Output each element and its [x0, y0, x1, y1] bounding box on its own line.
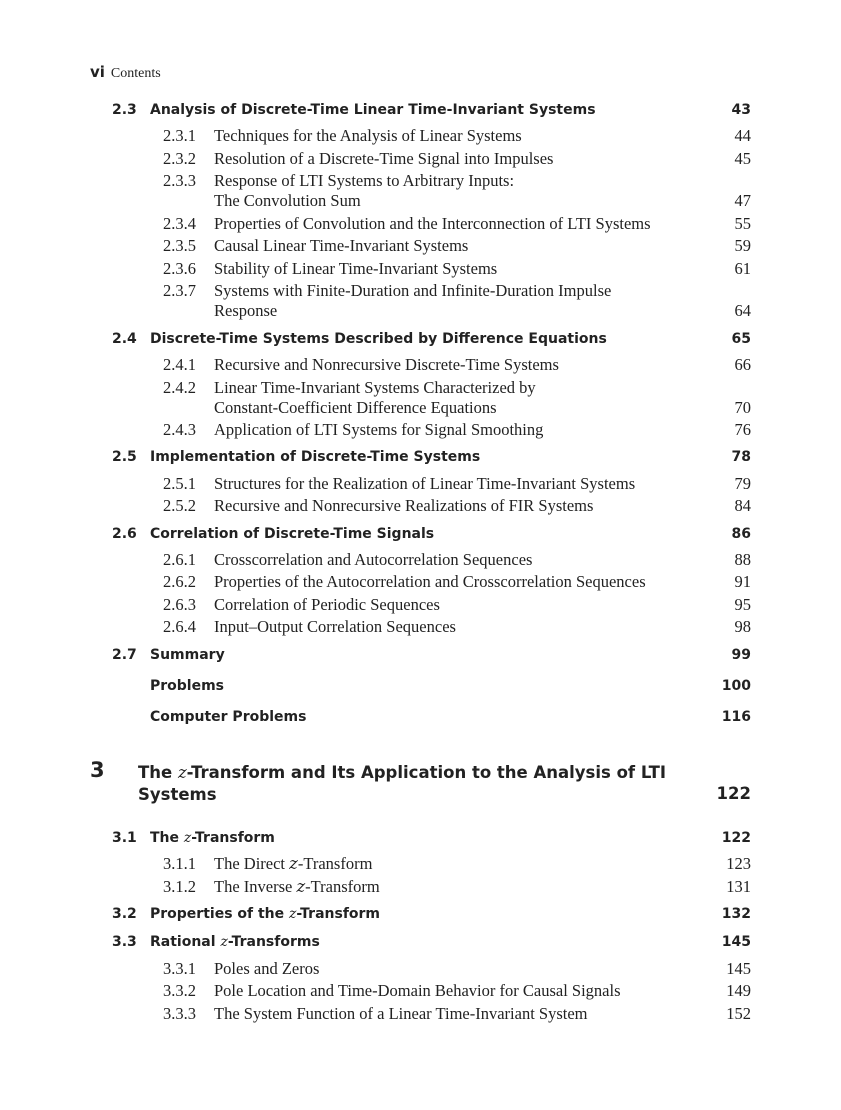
subsection-title: Stability of Linear Time-Invariant Systems [214, 259, 498, 278]
subsection-number: 3.3.2 [163, 981, 196, 1000]
subsection-page: 47 [734, 191, 751, 210]
subsection-title [214, 281, 704, 321]
subsection-title [214, 171, 704, 211]
section-title: The z-Transform [150, 830, 275, 846]
subsection-page: 79 [734, 474, 751, 493]
chapter-page: 122 [716, 784, 751, 803]
subsection-number: 3.1.1 [163, 854, 196, 873]
toc-section-2-3[interactable] [112, 102, 751, 122]
section-title: Discrete-Time Systems Described by Difference Equations [150, 331, 607, 347]
toc-subsection-3-1-2[interactable] [163, 877, 751, 897]
subsection-page: 55 [734, 214, 751, 233]
z-variable: z [296, 877, 306, 896]
subsection-number: 2.4.1 [163, 355, 196, 374]
toc-section-2-6[interactable] [112, 526, 751, 546]
subsection-title: The Inverse z-Transform [214, 877, 380, 896]
subsection-number: 2.6.1 [163, 550, 196, 569]
subsection-title: Recursive and Nonrecursive Discrete-Time Systems [214, 355, 559, 374]
subsection-number: 2.3.3 [163, 171, 196, 190]
section-page: 122 [721, 830, 751, 846]
subsection-title: Recursive and Nonrecursive Realizations of FIR Systems [214, 496, 594, 515]
subsection-number: 2.6.2 [163, 572, 196, 591]
toc-computer-problems[interactable] [112, 709, 751, 729]
subsection-title: Correlation of Periodic Sequences [214, 595, 440, 614]
subsection-title-line2: Constant-Coefficient Difference Equations [214, 398, 497, 417]
toc-section-3-1[interactable] [112, 830, 751, 850]
subsection-page: 95 [734, 595, 751, 614]
toc-subsection-3-3-1[interactable] [163, 959, 751, 979]
subsection-number: 3.1.2 [163, 877, 196, 896]
subsection-page: 44 [734, 126, 751, 145]
subsection-page: 149 [726, 981, 751, 1000]
toc-subsection-2-3-6[interactable] [163, 259, 751, 279]
subsection-number: 2.5.1 [163, 474, 196, 493]
toc-subsection-2-3-3[interactable] [163, 171, 751, 211]
subsection-page: 131 [726, 877, 751, 896]
subsection-number: 2.6.4 [163, 617, 196, 636]
subsection-title: The System Function of a Linear Time-Invariant System [214, 1004, 588, 1023]
z-variable: z [220, 934, 228, 950]
toc-subsection-3-3-2[interactable] [163, 981, 751, 1001]
subsection-page: 91 [734, 572, 751, 591]
subsection-page: 152 [726, 1004, 751, 1023]
subsection-number: 2.3.5 [163, 236, 196, 255]
subsection-title: The Direct z-Transform [214, 854, 373, 873]
section-number: 2.3 [112, 102, 137, 118]
section-title: Problems [150, 678, 225, 694]
toc-chapter-3[interactable] [90, 760, 751, 810]
section-title: Properties of the z-Transform [150, 906, 381, 922]
section-page: 65 [731, 331, 751, 347]
subsection-title-line2: The Convolution Sum [214, 191, 361, 210]
toc-section-3-3[interactable] [112, 934, 751, 954]
subsection-number: 2.3.7 [163, 281, 196, 300]
subsection-page: 45 [734, 149, 751, 168]
section-number: 3.3 [112, 934, 137, 950]
toc-subsection-2-6-4[interactable] [163, 617, 751, 637]
subsection-title: Causal Linear Time-Invariant Systems [214, 236, 469, 255]
section-number: 2.5 [112, 449, 137, 465]
subsection-page: 88 [734, 550, 751, 569]
subsection-title-line1: Linear Time-Invariant Systems Characterized by [214, 378, 536, 397]
toc-subsection-3-3-3[interactable] [163, 1004, 751, 1024]
chapter-title: The z-Transform and Its Application to the Analysis of LTI Systems [138, 763, 667, 804]
z-variable: z [289, 906, 297, 922]
section-title: Implementation of Discrete-Time Systems [150, 449, 481, 465]
subsection-number: 2.3.4 [163, 214, 196, 233]
subsection-title: Poles and Zeros [214, 959, 320, 978]
subsection-page: 98 [734, 617, 751, 636]
subsection-number: 2.6.3 [163, 595, 196, 614]
subsection-title: Properties of Convolution and the Interconnection of LTI Systems [214, 214, 651, 233]
subsection-title-line1: Response of LTI Systems to Arbitrary Inputs: [214, 171, 515, 190]
toc-subsection-2-5-1[interactable] [163, 474, 751, 494]
toc-subsection-2-4-1[interactable] [163, 355, 751, 375]
z-variable: z [177, 763, 187, 782]
subsection-title: Crosscorrelation and Autocorrelation Sequences [214, 550, 533, 569]
subsection-page: 84 [734, 496, 751, 515]
section-number: 2.6 [112, 526, 137, 542]
running-head [90, 62, 161, 82]
section-title: Computer Problems [150, 709, 307, 725]
subsection-number: 2.3.6 [163, 259, 196, 278]
toc-subsection-2-5-2[interactable] [163, 496, 751, 516]
section-title: Correlation of Discrete-Time Signals [150, 526, 435, 542]
subsection-number: 2.3.2 [163, 149, 196, 168]
toc-subsection-2-3-2[interactable] [163, 149, 751, 169]
toc-section-2-7[interactable] [112, 647, 751, 667]
z-variable: z [183, 830, 192, 846]
subsection-title: Techniques for the Analysis of Linear Systems [214, 126, 522, 145]
subsection-title-line2: Response [214, 301, 278, 320]
toc-subsection-2-6-3[interactable] [163, 595, 751, 615]
subsection-number: 2.5.2 [163, 496, 196, 515]
section-title: Analysis of Discrete-Time Linear Time-Invariant Systems [150, 102, 596, 118]
toc-subsection-2-3-4[interactable] [163, 214, 751, 234]
page-number: vi [90, 63, 105, 81]
subsection-title: Application of LTI Systems for Signal Smoothing [214, 420, 544, 439]
subsection-title [214, 378, 704, 418]
section-number: 2.4 [112, 331, 137, 347]
subsection-page: 76 [734, 420, 751, 439]
toc-section-2-5[interactable] [112, 449, 751, 469]
toc-subsection-2-4-2[interactable] [163, 378, 751, 418]
subsection-title: Resolution of a Discrete-Time Signal into Impulses [214, 149, 554, 168]
toc-subsection-2-3-5[interactable] [163, 236, 751, 256]
running-head-label: Contents [110, 66, 161, 81]
section-page: 43 [731, 102, 751, 118]
subsection-page: 145 [726, 959, 751, 978]
section-page: 132 [721, 906, 751, 922]
section-page: 86 [731, 526, 751, 542]
subsection-page: 64 [734, 301, 751, 320]
section-page: 78 [731, 449, 751, 465]
subsection-page: 61 [734, 259, 751, 278]
toc-subsection-3-1-1[interactable] [163, 854, 751, 874]
toc-subsection-2-3-1[interactable] [163, 126, 751, 146]
toc-subsection-2-3-7[interactable] [163, 281, 751, 321]
section-page: 99 [731, 647, 751, 663]
toc-problems[interactable] [112, 678, 751, 698]
subsection-number: 3.3.3 [163, 1004, 196, 1023]
section-page: 100 [721, 678, 751, 694]
subsection-title-line1: Systems with Finite-Duration and Infinite-Duration Impulse [214, 281, 612, 300]
toc-subsection-2-4-3[interactable] [163, 420, 751, 440]
subsection-title: Input–Output Correlation Sequences [214, 617, 456, 636]
toc-subsection-2-6-2[interactable] [163, 572, 751, 592]
subsection-page: 70 [734, 398, 751, 417]
subsection-page: 59 [734, 236, 751, 255]
subsection-title: Properties of the Autocorrelation and Crosscorrelation Sequences [214, 572, 646, 591]
section-page: 116 [721, 709, 751, 725]
toc-subsection-2-6-1[interactable] [163, 550, 751, 570]
subsection-number: 2.4.2 [163, 378, 196, 397]
chapter-title-line2: Systems [138, 785, 217, 804]
chapter-number: 3 [90, 758, 105, 782]
subsection-title: Pole Location and Time-Domain Behavior for Causal Signals [214, 981, 621, 1000]
section-page: 145 [721, 934, 751, 950]
subsection-number: 3.3.1 [163, 959, 196, 978]
z-variable: z [289, 854, 298, 873]
section-title: Rational z-Transforms [150, 934, 320, 950]
subsection-page: 123 [726, 854, 751, 873]
section-number: 3.1 [112, 830, 137, 846]
subsection-page: 66 [734, 355, 751, 374]
section-number: 2.7 [112, 647, 137, 663]
section-title: Summary [150, 647, 225, 663]
toc-section-2-4[interactable] [112, 331, 751, 351]
subsection-title: Structures for the Realization of Linear Time-Invariant Systems [214, 474, 636, 493]
subsection-number: 2.4.3 [163, 420, 196, 439]
toc-section-3-2[interactable] [112, 906, 751, 926]
subsection-number: 2.3.1 [163, 126, 196, 145]
section-number: 3.2 [112, 906, 137, 922]
